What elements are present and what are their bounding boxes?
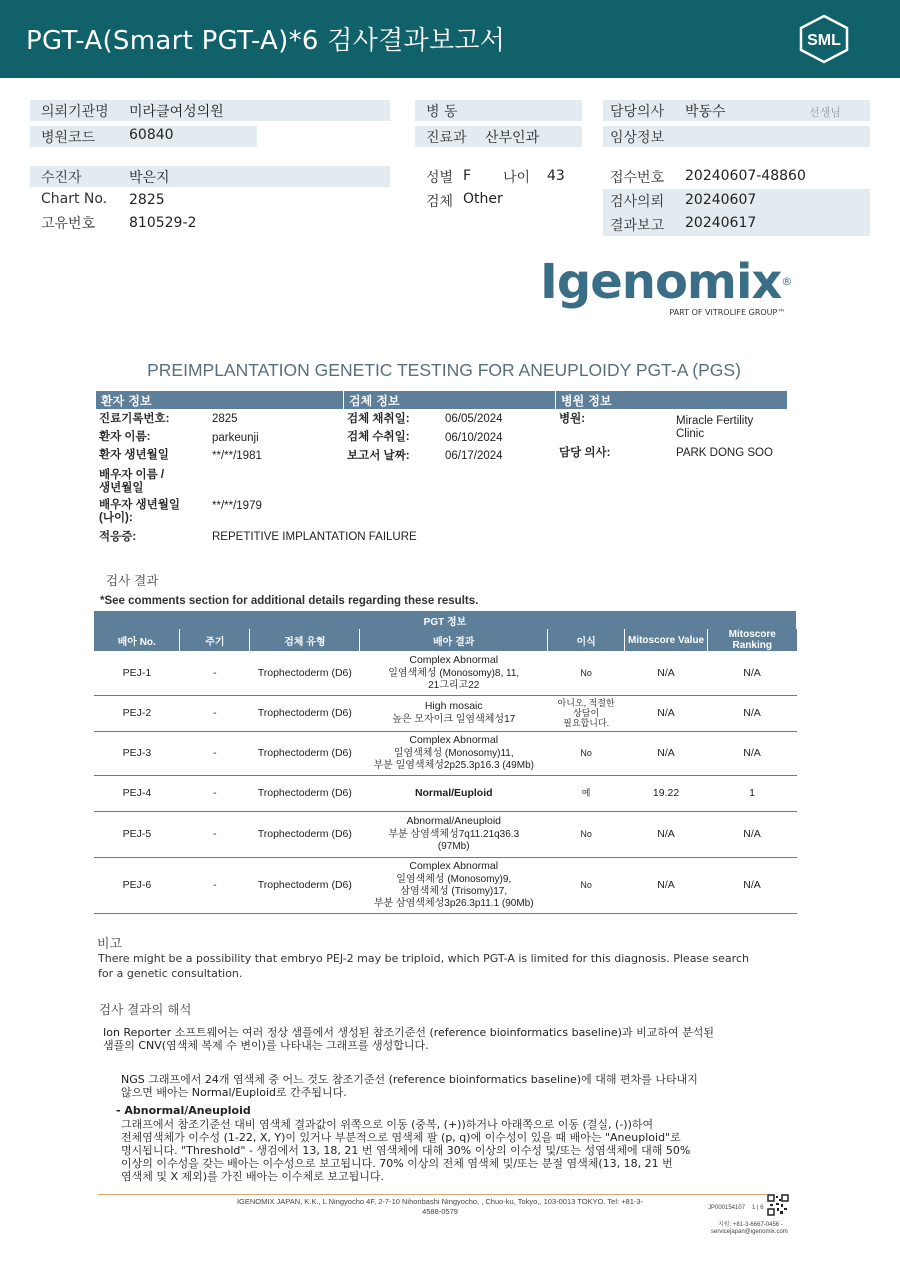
receipt-label: 접수번호 (610, 170, 665, 186)
mitoscore-rank-cell: N/A (708, 811, 797, 857)
cycle-cell: - (180, 651, 250, 695)
transfer-cell: 아니오, 적절한 상담이 필요합니다. (548, 695, 625, 731)
specimen-value: Other (463, 191, 503, 207)
cycle-cell: - (180, 811, 250, 857)
embryo-no-cell: PEJ-3 (94, 731, 180, 775)
partner-label: 배우자 이름 / 생년월일 (99, 469, 165, 494)
table-row (94, 731, 797, 775)
doctor-suffix: 선생님 (809, 106, 841, 119)
sml-logo (797, 14, 851, 64)
cycle-cell: - (180, 775, 250, 811)
patient-name-label: 환자 이름: (99, 431, 151, 443)
report-title: PGT-A(Smart PGT-A)*6 검사결과보고서 (26, 26, 506, 56)
sex-value: F (463, 168, 472, 184)
result-head: Abnormal/Aneuploid (406, 815, 502, 827)
chart-value: 2825 (129, 192, 165, 208)
result-head: Complex Abnormal (409, 860, 499, 872)
interpretation-p3: 그래프에서 참조기준선 대비 염색체 결과값이 위쪽으로 이동 (중복, (+))하거나 아래쪽으로 이동 (결실, (-))하여 전체염색체가 이수성 (1-22, X, Y)이 있거나 부분적으로 염색체 팔 (p, q)에 이수성이 있을 때 배아는 "Aneuploid"로 명시됩니다. "Threshold" - 생검에서 13, 18, 21 번 염색체에 대해 30% 이상의 이수성 및/또는 성염색체에 대해 50% 이상의 이수성을 갖는 배아는 이수성으로 보고됩니다. 70% 이상의 전체 염색체 및/또는 분절 염색체(13, 18, 21 번 염색체 및 X 제외)를 가진 배아는 이수체로 보고됩니다. (121, 1118, 691, 1183)
attending-doctor-value: PARK DONG SOO (676, 447, 773, 459)
report-header (0, 0, 900, 78)
sex-label: 성별 (426, 170, 454, 186)
col-cycle: 주기 (180, 629, 250, 651)
embryo-result-cell (360, 695, 548, 731)
chart-no-value: 2825 (212, 413, 238, 425)
uid-label: 고유번호 (41, 216, 96, 232)
embryo-no-cell: PEJ-2 (94, 695, 180, 731)
request-label: 검사의뢰 (610, 194, 665, 210)
section-specimen-info: 검체 정보 (344, 391, 555, 409)
col-result: 배아 결과 (360, 629, 548, 651)
mitoscore-value-cell: N/A (625, 811, 708, 857)
clinical-label: 임상정보 (610, 130, 665, 146)
specimen-type-cell: Trophectoderm (D6) (250, 775, 360, 811)
remarks-heading: 비고 (97, 937, 123, 952)
section-hospital-info: 병원 정보 (556, 391, 787, 409)
section-patient-info: 환자 정보 (96, 391, 343, 409)
receipt-value: 20240607-48860 (685, 168, 806, 184)
embryo-no-cell: PEJ-1 (94, 651, 180, 695)
indication-label: 적응증: (99, 531, 137, 543)
igenomix-sub: PART OF VITROLIFE GROUP™ (669, 308, 786, 317)
report-value: 06/17/2024 (445, 450, 503, 462)
col-type: 검체 유형 (250, 629, 360, 651)
specimen-type-cell: Trophectoderm (D6) (250, 695, 360, 731)
request-value: 20240607 (685, 192, 757, 208)
institution-value: 미라클여성의원 (129, 104, 224, 120)
embryo-result-cell (360, 651, 548, 695)
embryo-result-cell (360, 775, 548, 811)
result-detail: 일염색체성 (Monosomy)8, 11, 21그리고22 (388, 667, 520, 691)
table-row (94, 775, 797, 811)
specimen-type-cell: Trophectoderm (D6) (250, 811, 360, 857)
mitoscore-value-cell: N/A (625, 651, 708, 695)
specimen-type-cell: Trophectoderm (D6) (250, 651, 360, 695)
patient-dob-value: **/**/1981 (212, 450, 262, 462)
doctor-label: 담당의사 (610, 104, 665, 120)
result-head: Complex Abnormal (409, 653, 499, 666)
embryo-result-cell (360, 857, 548, 913)
mitoscore-value-cell: N/A (625, 857, 708, 913)
igenomix-logo (540, 254, 792, 317)
specimen-label: 검체 (426, 194, 454, 210)
col-mito-rank: Mitoscore Ranking (708, 629, 797, 651)
partner-dob-label: 배우자 생년월일 (나이): (99, 499, 180, 524)
table-row (94, 651, 797, 695)
mitoscore-rank-cell: N/A (708, 651, 797, 695)
patient-name-value: parkeunji (212, 432, 259, 444)
footer-doc-code: JP000154107 (708, 1205, 746, 1211)
transfer-cell: No (548, 651, 625, 695)
patient-label: 수진자 (41, 170, 82, 186)
collect-value: 06/05/2024 (445, 413, 503, 425)
hospital-label: 병원: (559, 413, 586, 425)
sml-logo-text: SML (807, 32, 841, 49)
chart-label: Chart No. (41, 191, 108, 207)
attending-doctor-label: 담당 의사: (559, 447, 611, 459)
pgt-results-table (94, 611, 797, 914)
remarks-text: There might be a possibility that embryo PEJ-2 may be triploid, which PGT-A is limited for this diagnosis. Please search for a genetic consultation. (98, 952, 749, 980)
hospital-value: Miracle Fertility Clinic (676, 415, 754, 440)
receive-label: 검체 수취일: (347, 431, 410, 443)
result-head: High mosaic (424, 700, 483, 712)
patient-dob-label: 환자 생년월일 (99, 449, 169, 461)
footer-address: IGENOMIX JAPAN, K.K., L Ningyocho 4F, 2-7-10 Nihonbashi Ningyocho, , Chuo-ku, Tokyo,, 103-0013 TOKYO. Tel: +81-3- 4588-0579 (236, 1197, 644, 1216)
table-row (94, 857, 797, 913)
col-transfer: 이식 (548, 629, 625, 651)
results-body (94, 651, 797, 913)
transfer-cell: No (548, 731, 625, 775)
results-note: *See comments section for additional details regarding these results. (100, 595, 479, 607)
footer-page: 1 | 6 (752, 1205, 764, 1211)
uid-value: 810529-2 (129, 215, 197, 231)
doctor-value: 박동수 (685, 104, 726, 120)
embryo-no-cell: PEJ-5 (94, 811, 180, 857)
result-head: Complex Abnormal (409, 734, 499, 746)
igenomix-registered: ® (781, 275, 792, 288)
transfer-cell: No (548, 811, 625, 857)
mitoscore-rank-cell: N/A (708, 695, 797, 731)
transfer-cell: 예 (548, 775, 625, 811)
report-date-value: 20240617 (685, 215, 757, 231)
report-main-title: PREIMPLANTATION GENETIC TESTING FOR ANEUPLOIDY PGT-A (PGS) (147, 360, 741, 380)
mitoscore-value-cell: 19.22 (625, 775, 708, 811)
age-value: 43 (547, 168, 565, 184)
result-detail: 일염색체성 (Monosomy)9, 삼염색체성 (Trisomy)17, 부분 삼염색체성3p26.3p11.1 (90Mb) (373, 874, 534, 909)
embryo-result-cell (360, 811, 548, 857)
interpretation-p2: NGS 그래프에서 24개 염색체 중 어느 것도 참조기준선 (reference bioinformatics baseline)에 대해 편차를 나타내지 않으면 배아는 Normal/Euploid로 간주됩니다. (121, 1073, 698, 1099)
mitoscore-rank-cell: N/A (708, 857, 797, 913)
institution-label: 의뢰기관명 (41, 104, 109, 120)
embryo-no-cell: PEJ-6 (94, 857, 180, 913)
specimen-type-cell: Trophectoderm (D6) (250, 731, 360, 775)
qr-code-icon (767, 1194, 789, 1216)
collect-label: 검체 채취일: (347, 413, 410, 425)
result-detail: 높은 모자이크 일염색체성17 (392, 714, 516, 725)
embryo-no-cell: PEJ-4 (94, 775, 180, 811)
cycle-cell: - (180, 731, 250, 775)
patient-row (30, 166, 390, 187)
table-row (94, 695, 797, 731)
age-label: 나이 (503, 170, 531, 186)
embryo-result-cell (360, 731, 548, 775)
mitoscore-value-cell: N/A (625, 731, 708, 775)
col-mito-value: Mitoscore Value (625, 629, 708, 651)
specimen-type-cell: Trophectoderm (D6) (250, 857, 360, 913)
col-embryo: 배아 No. (94, 629, 180, 651)
result-detail: 부분 삼염색체성7q11.21q36.3 (97Mb) (388, 829, 520, 852)
ward-label: 병 동 (426, 104, 458, 120)
report-date-label: 결과보고 (610, 218, 665, 234)
interpretation-p3-head: - Abnormal/Aneuploid (116, 1104, 251, 1117)
footer-contact-email: servicejapan@igenomix.com (711, 1229, 788, 1235)
patient-value: 박은지 (129, 170, 170, 186)
indication-value: REPETITIVE IMPLANTATION FAILURE (212, 531, 417, 543)
hospital-code-label: 병원코드 (41, 130, 96, 146)
footer-divider (98, 1194, 788, 1195)
dept-value: 산부인과 (485, 130, 540, 146)
mitoscore-rank-cell: N/A (708, 731, 797, 775)
footer-contact-phone: 지원: +81-3-6667-0456 - (718, 1222, 783, 1228)
cycle-cell: - (180, 695, 250, 731)
results-heading: 검사 결과 (106, 573, 159, 588)
interpretation-heading: 검사 결과의 해석 (99, 1002, 192, 1017)
dept-label: 진료과 (426, 130, 467, 146)
partner-dob-value: **/**/1979 (212, 500, 262, 512)
cycle-cell: - (180, 857, 250, 913)
report-label: 보고서 날짜: (347, 450, 410, 462)
hospital-code-value: 60840 (129, 127, 174, 143)
result-head: Normal/Euploid (414, 787, 493, 799)
chart-no-label: 진료기록번호: (99, 413, 170, 425)
receive-value: 06/10/2024 (445, 432, 503, 444)
mitoscore-value-cell: N/A (625, 695, 708, 731)
mitoscore-rank-cell: 1 (708, 775, 797, 811)
table-row (94, 811, 797, 857)
interpretation-p1: Ion Reporter 소프트웨어는 여러 정상 샘플에서 생성된 참조기준선 (reference bioinformatics baseline)과 비교하여 분석된 샘플의 CNV(염색체 복제 수 변이)를 나타내는 그래프를 생성합니다. (103, 1026, 714, 1052)
result-detail: 일염색체성 (Monosomy)11, 부분 일염색체성2p25.3p16.3 (49Mb) (373, 748, 534, 771)
transfer-cell: No (548, 857, 625, 913)
igenomix-name: Igenomix (540, 254, 782, 310)
table-caption: PGT 정보 (94, 611, 797, 629)
